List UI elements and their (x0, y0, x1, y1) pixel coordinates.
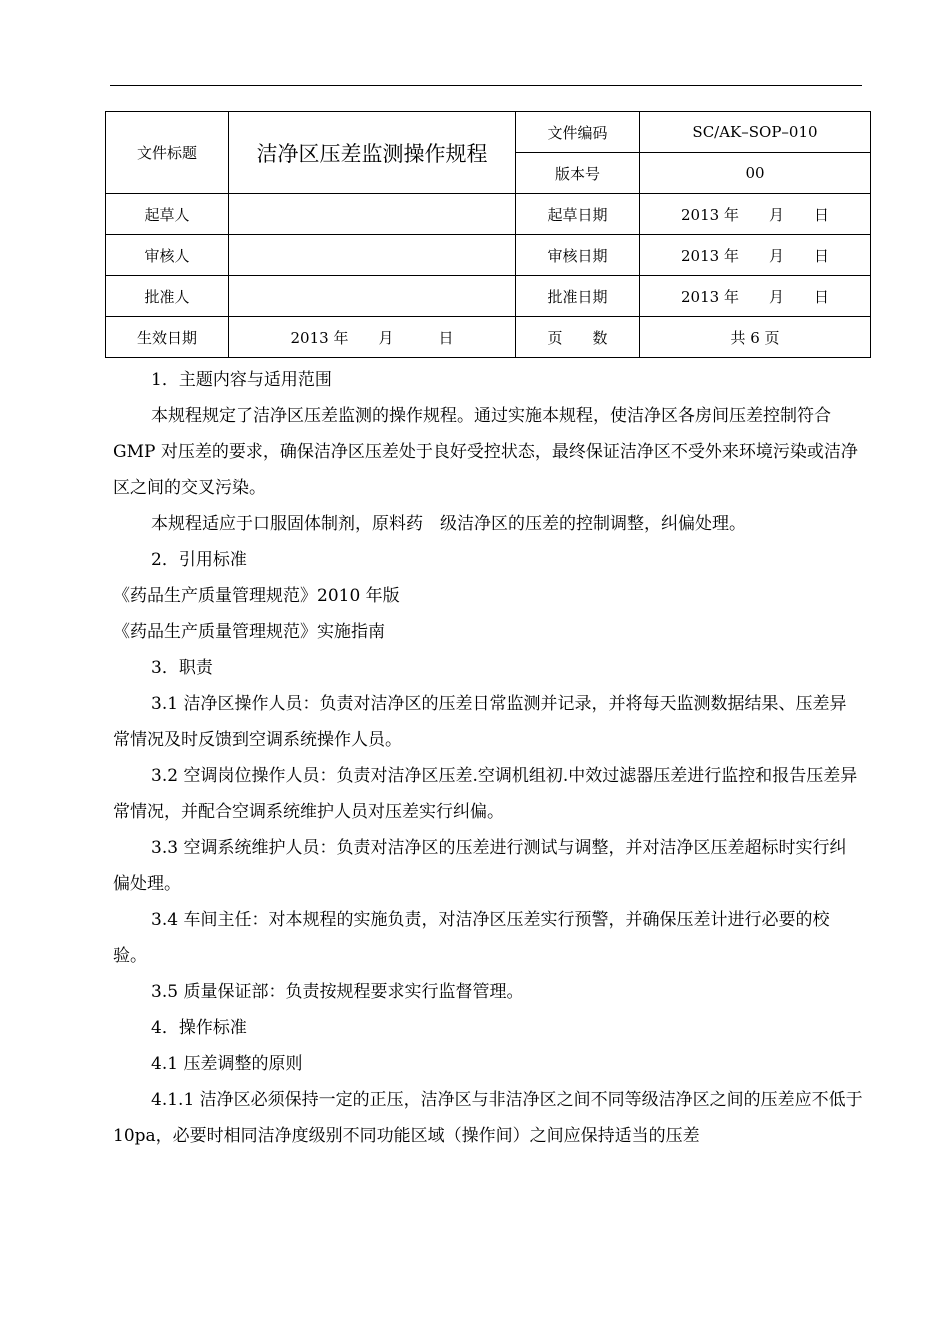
approve-date-value: 2013 年 月 日 (640, 276, 871, 317)
document-header-table (105, 111, 871, 358)
review-date-value: 2013 年 月 日 (640, 235, 871, 276)
approver-value (229, 276, 516, 317)
section-3-3: 3.3 空调系统维护人员：负责对洁净区的压差进行测试与调整，并对洁净区压差超标时实行纠偏处理。 (113, 838, 847, 894)
drafter-label: 起草人 (106, 194, 229, 235)
page-count-label: 页 数 (516, 317, 640, 358)
page-count-value: 共 6 页 (640, 317, 871, 358)
section-4-1: 4.1 压差调整的原则 (151, 1054, 303, 1074)
reviewer-value (229, 235, 516, 276)
section-4-heading: 4．操作标准 (151, 1018, 247, 1038)
effective-date-label: 生效日期 (106, 317, 229, 358)
drafter-value (229, 194, 516, 235)
title-label: 文件标题 (106, 112, 229, 194)
reviewer-label: 审核人 (106, 235, 229, 276)
effective-date-value: 2013 年 月 日 (229, 317, 516, 358)
approver-label: 批准人 (106, 276, 229, 317)
section-1-paragraph-1: 本规程规定了洁净区压差监测的操作规程。通过实施本规程，使洁净区各房间压差控制符合 GMP 对压差的要求，确保洁净区压差处于良好受控状态，最终保证洁净区不受外来环境污染或洁净区之间的交叉污染。 (113, 406, 858, 498)
section-3-2: 3.2 空调岗位操作人员：负责对洁净区压差.空调机组初.中效过滤器压差进行监控和报告压差异常情况，并配合空调系统维护人员对压差实行纠偏。 (113, 766, 858, 822)
section-1-paragraph-2: 本规程适应于口服固体制剂，原料药 级洁净区的压差的控制调整，纠偏处理。 (151, 514, 746, 534)
section-3-4: 3.4 车间主任：对本规程的实施负责，对洁净区压差实行预警，并确保压差计进行必要的校验。 (113, 910, 830, 966)
header-rule (110, 85, 862, 86)
section-3-heading: 3．职责 (151, 658, 213, 678)
section-3-1: 3.1 洁净区操作人员：负责对洁净区的压差日常监测并记录，并将每天监测数据结果、压差异常情况及时反馈到空调系统操作人员。 (113, 694, 847, 750)
version-label: 版本号 (516, 153, 640, 194)
code-label: 文件编码 (516, 112, 640, 153)
section-2-heading: 2．引用标准 (151, 550, 247, 570)
draft-date-label: 起草日期 (516, 194, 640, 235)
reference-2: 《药品生产质量管理规范》实施指南 (113, 622, 385, 642)
draft-date-value: 2013 年 月 日 (640, 194, 871, 235)
section-3-5: 3.5 质量保证部：负责按规程要求实行监督管理。 (151, 982, 524, 1002)
section-4-1-1: 4.1.1 洁净区必须保持一定的正压，洁净区与非洁净区之间不同等级洁净区之间的压差应不低于 10pa，必要时相同洁净度级别不同功能区域（操作间）之间应保持适当的压差 (113, 1090, 863, 1146)
reference-1: 《药品生产质量管理规范》2010 年版 (113, 586, 400, 606)
section-1-heading: 1．主题内容与适用范围 (151, 370, 332, 390)
document-body (113, 362, 863, 1154)
document-title: 洁净区压差监测操作规程 (229, 112, 516, 194)
version-number: 00 (640, 153, 871, 194)
review-date-label: 审核日期 (516, 235, 640, 276)
approve-date-label: 批准日期 (516, 276, 640, 317)
document-code: SC/AK–SOP–010 (640, 112, 871, 153)
